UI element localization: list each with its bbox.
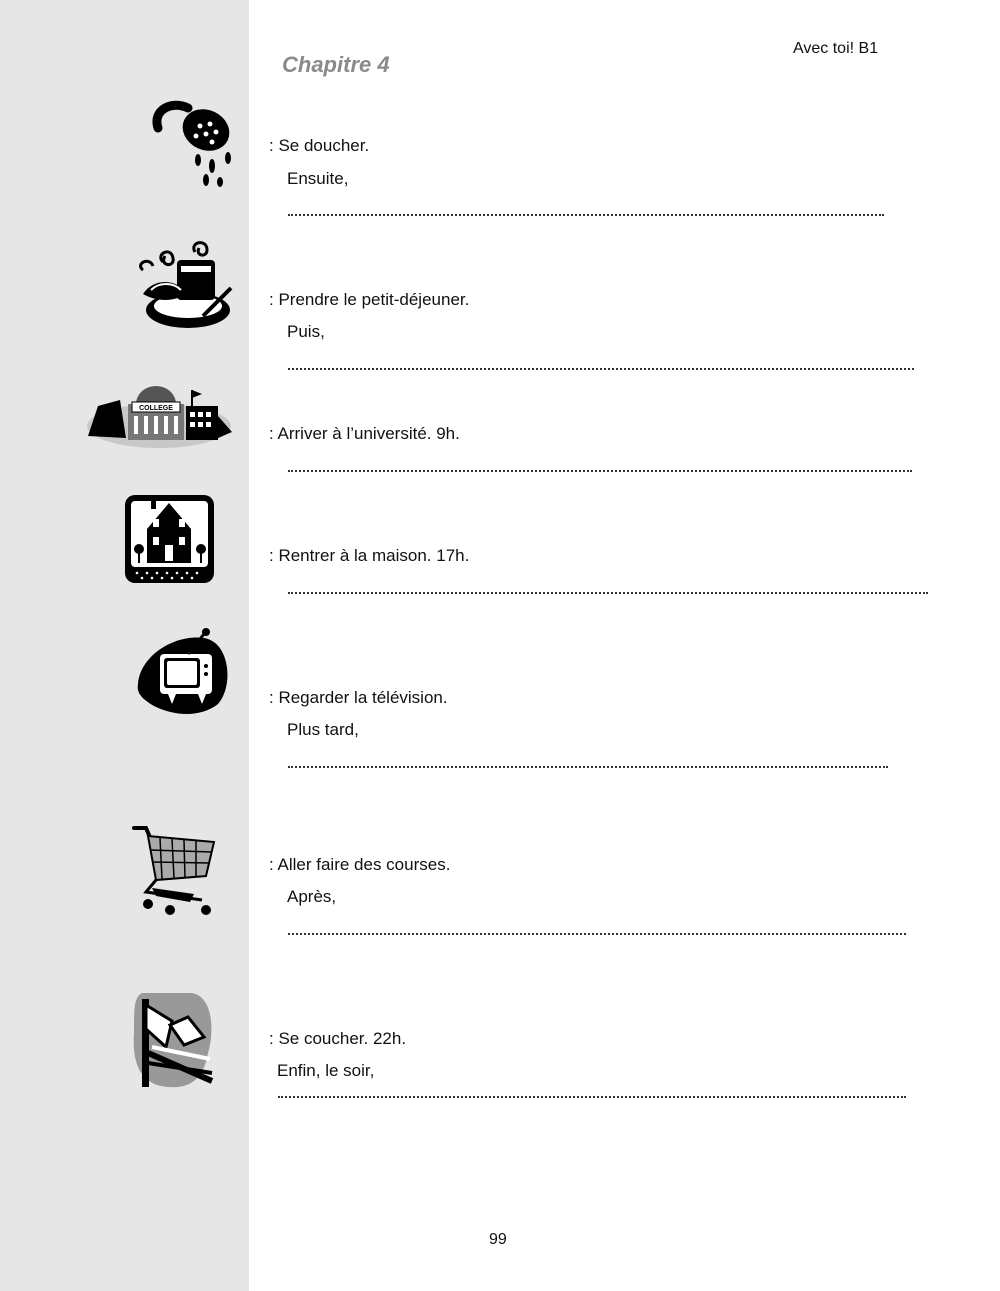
bed-icon	[132, 993, 214, 1089]
college-icon	[86, 376, 232, 450]
activity-6-text: : Aller faire des courses.	[269, 855, 451, 874]
shopping-cart-icon	[132, 824, 216, 916]
activity-2-text: : Prendre le petit-déjeuner.	[269, 290, 470, 309]
answer-line-1[interactable]	[288, 214, 884, 216]
answer-line-6[interactable]	[288, 933, 906, 935]
answer-line-2[interactable]	[288, 368, 914, 370]
svg-text:COLLEGE: COLLEGE	[139, 405, 173, 412]
shower-icon	[150, 100, 236, 188]
answer-line-3[interactable]	[288, 470, 912, 472]
chapter-title: Chapitre 4	[282, 52, 390, 77]
answer-line-5[interactable]	[288, 766, 888, 768]
book-title: Avec toi! B1	[793, 40, 879, 57]
activity-5-text: : Regarder la télévision.	[269, 688, 448, 707]
answer-line-4[interactable]	[288, 592, 928, 594]
page-number: 99	[489, 1231, 507, 1248]
activity-6-connector: Après,	[287, 887, 337, 906]
answer-line-7[interactable]	[278, 1096, 906, 1098]
activity-2-connector: Puis,	[287, 322, 325, 341]
television-icon	[134, 626, 234, 716]
activity-7-connector: Enfin, le soir,	[277, 1061, 375, 1080]
house-icon	[123, 493, 216, 585]
activity-1-connector: Ensuite,	[287, 169, 349, 188]
activity-7-text: : Se coucher. 22h.	[269, 1029, 407, 1048]
activity-5-connector: Plus tard,	[287, 720, 359, 739]
activity-3-text: : Arriver à l’université. 9h.	[269, 424, 460, 443]
activity-1-text: : Se doucher.	[269, 136, 370, 155]
activity-4-text: : Rentrer à la maison. 17h.	[269, 546, 470, 565]
breakfast-icon	[133, 232, 233, 332]
